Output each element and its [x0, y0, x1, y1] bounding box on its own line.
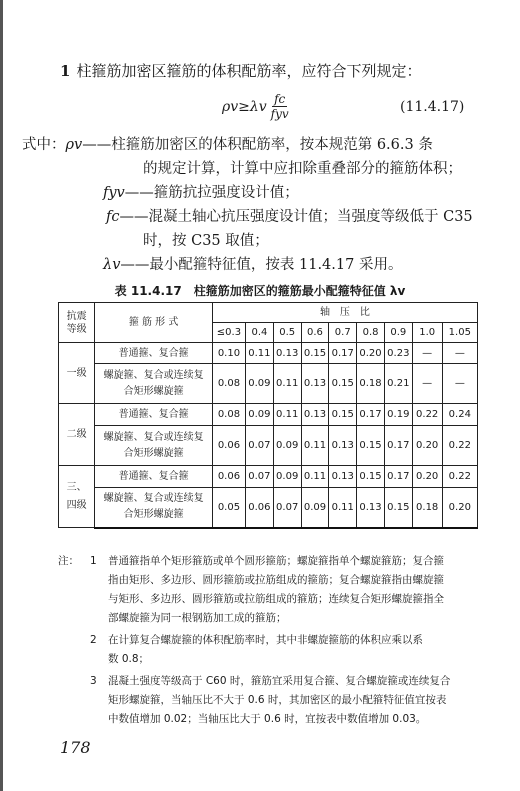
stirrup-table [58, 302, 478, 529]
clause-text: 柱箍筋加密区箍筋的体积配筋率，应符合下列规定： [76, 62, 422, 80]
value-cell: 0.06 [212, 426, 245, 466]
definition-line [143, 229, 269, 250]
value-cell: 0.20 [412, 466, 442, 488]
definition-prefix: 式中： [22, 137, 66, 153]
value-cell: 0.22 [412, 404, 442, 426]
ratio-header: 0.6 [301, 323, 329, 343]
grade-cell: 一级 [59, 343, 95, 404]
formula [222, 92, 289, 121]
value-cell: 0.20 [412, 426, 442, 466]
table-row [59, 343, 478, 364]
value-cell: 0.10 [212, 343, 245, 364]
value-cell: 0.05 [212, 488, 245, 528]
table-row [59, 426, 478, 466]
value-cell: 0.09 [273, 466, 301, 488]
value-cell: 0.24 [442, 404, 477, 426]
ratio-header: 0.4 [246, 323, 274, 343]
value-cell: 0.13 [329, 426, 357, 466]
value-cell: 0.19 [384, 404, 412, 426]
page-number: 178 [60, 738, 91, 757]
value-cell: — [412, 364, 442, 404]
grade-cell: 二级 [59, 404, 95, 466]
form-cell: 普通箍、复合箍 [95, 466, 213, 488]
definition-line [103, 253, 402, 274]
value-cell: — [442, 364, 477, 404]
value-cell: — [442, 343, 477, 364]
formula-lhs: ρv≥λv [222, 98, 267, 115]
value-cell: 0.09 [246, 404, 274, 426]
form-cell: 普通箍、复合箍 [95, 343, 213, 364]
note-number: 1 [90, 555, 97, 567]
definition-line [22, 133, 433, 154]
table-row [59, 488, 478, 528]
definition-text: ——箍筋抗拉强度设计值； [124, 185, 299, 201]
definition-symbol: fyv [103, 185, 125, 201]
formula-numerator: fc [274, 92, 286, 106]
form-cell: 普通箍、复合箍 [95, 404, 213, 426]
note-line: 普通箍指单个矩形箍筋或单个圆形箍筋；螺旋箍指单个螺旋箍筋；复合箍 [108, 555, 444, 567]
value-cell: 0.15 [384, 488, 412, 528]
definition-symbol: λv [103, 257, 121, 273]
definition-text: 的规定计算，计算中应扣除重叠部分的箍筋体积； [143, 161, 462, 177]
value-cell: 0.13 [273, 343, 301, 364]
clause-number: 1 [60, 62, 71, 80]
value-cell: 0.11 [329, 488, 357, 528]
value-cell: 0.07 [246, 426, 274, 466]
value-cell: 0.07 [246, 466, 274, 488]
value-cell: 0.22 [442, 426, 477, 466]
ratio-header: 0.5 [273, 323, 301, 343]
definition-line [143, 157, 462, 178]
value-cell: 0.11 [301, 466, 329, 488]
value-cell: 0.15 [357, 426, 385, 466]
value-cell: 0.13 [329, 466, 357, 488]
note-number: 3 [90, 675, 97, 687]
value-cell: 0.07 [273, 488, 301, 528]
table-row [59, 404, 478, 426]
table-row [59, 466, 478, 488]
definition-text: 时，按 C35 取值； [143, 233, 269, 249]
value-cell: 0.08 [212, 364, 245, 404]
definition-line [103, 181, 299, 202]
value-cell: 0.23 [384, 343, 412, 364]
value-cell: 0.08 [212, 404, 245, 426]
clause-title [60, 60, 421, 81]
table-caption: 表 11.4.17 柱箍筋加密区的箍筋最小配箍特征值 λv [114, 284, 406, 298]
definition-symbol: fc [106, 209, 120, 225]
definition-text: ——柱箍筋加密区的体积配筋率，按本规范第 6.6.3 条 [82, 137, 433, 153]
value-cell: 0.13 [357, 488, 385, 528]
value-cell: 0.21 [384, 364, 412, 404]
value-cell: 0.11 [301, 426, 329, 466]
definition-symbol: ρv [65, 137, 83, 153]
value-cell: 0.09 [301, 488, 329, 528]
value-cell: 0.09 [246, 364, 274, 404]
definition-line [106, 205, 473, 226]
ratio-header: 0.7 [329, 323, 357, 343]
value-cell: 0.11 [246, 343, 274, 364]
definition-text: ——最小配箍特征值，按表 11.4.17 采用。 [120, 257, 403, 273]
ratio-header: 1.05 [442, 323, 477, 343]
note-line: 数 0.8； [108, 653, 150, 665]
value-cell: 0.06 [246, 488, 274, 528]
formula-fraction [271, 92, 289, 121]
page-edge-rule [0, 0, 3, 791]
value-cell: 0.06 [212, 466, 245, 488]
formula-denominator: fyv [270, 107, 289, 121]
value-cell: 0.18 [412, 488, 442, 528]
value-cell: 0.15 [301, 343, 329, 364]
note-line: 混凝土强度等级高于 C60 时，箍筋宜采用复合箍、复合螺旋箍或连续复合 [108, 675, 451, 687]
notes-label: 注： [58, 555, 79, 567]
note-line: 与矩形、多边形、圆形箍筋或拉筋组成的箍筋；连续复合矩形螺旋箍指全 [108, 593, 444, 605]
note-line: 中数值增加 0.02；当轴压比大于 0.6 时，宜按表中数值增加 0.03。 [108, 713, 427, 725]
note-line: 矩形螺旋箍，当轴压比不大于 0.6 时，其加密区的最小配箍特征值宜按表 [108, 694, 447, 706]
value-cell: 0.20 [442, 488, 477, 528]
value-cell: 0.18 [357, 364, 385, 404]
ratio-header: 1.0 [412, 323, 442, 343]
value-cell: 0.17 [384, 466, 412, 488]
ratio-header: 0.8 [357, 323, 385, 343]
value-cell: — [412, 343, 442, 364]
value-cell: 0.11 [273, 404, 301, 426]
ratio-header: ≤0.3 [212, 323, 245, 343]
value-cell: 0.15 [329, 364, 357, 404]
equation-number: (11.4.17) [400, 99, 465, 115]
header-grade: 抗震等级 [59, 303, 95, 343]
note-line: 指由矩形、多边形、圆形箍筋或拉筋组成的箍筋；复合螺旋箍指由螺旋箍 [108, 574, 444, 586]
definition-text: ——混凝土轴心抗压强度设计值；当强度等级低于 C35 [119, 209, 473, 225]
value-cell: 0.13 [301, 364, 329, 404]
value-cell: 0.17 [384, 426, 412, 466]
value-cell: 0.15 [357, 466, 385, 488]
note-number: 2 [90, 634, 97, 646]
value-cell: 0.15 [329, 404, 357, 426]
form-cell: 螺旋箍、复合或连续复合矩形螺旋箍 [95, 426, 213, 466]
value-cell: 0.22 [442, 466, 477, 488]
ratio-header: 0.9 [384, 323, 412, 343]
grade-cell: 三、四级 [59, 466, 95, 528]
form-cell: 螺旋箍、复合或连续复合矩形螺旋箍 [95, 488, 213, 528]
note-line: 在计算复合螺旋箍的体积配筋率时，其中非螺旋箍筋的体积应乘以系 [108, 634, 423, 646]
value-cell: 0.17 [329, 343, 357, 364]
value-cell: 0.11 [273, 364, 301, 404]
header-form: 箍 筋 形 式 [95, 303, 213, 343]
header-ratio: 轴 压 比 [212, 303, 477, 323]
value-cell: 0.13 [301, 404, 329, 426]
form-cell: 螺旋箍、复合或连续复合矩形螺旋箍 [95, 364, 213, 404]
value-cell: 0.17 [357, 404, 385, 426]
note-line: 部螺旋箍为同一根钢筋加工成的箍筋； [108, 612, 287, 624]
table-row [59, 364, 478, 404]
value-cell: 0.20 [357, 343, 385, 364]
value-cell: 0.09 [273, 426, 301, 466]
